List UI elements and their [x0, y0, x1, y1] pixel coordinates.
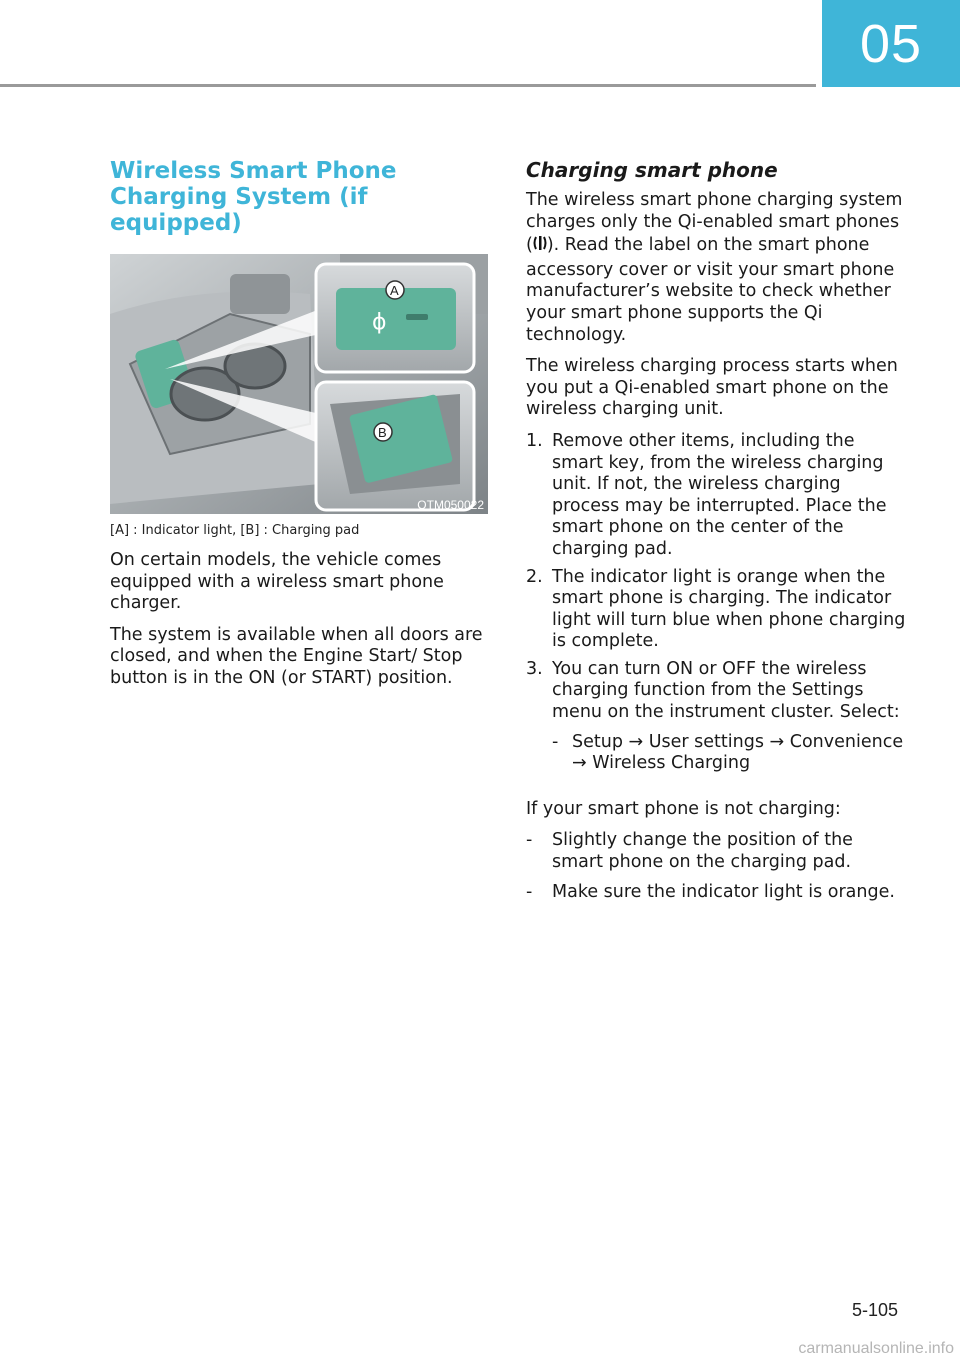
settings-path: - Setup → User settings → Convenience → Wireless Charging: [552, 731, 904, 774]
console-figure: [110, 254, 488, 514]
settings-path-list: [552, 732, 906, 775]
right-column: [526, 158, 906, 913]
step-item: 2. The indicator light is orange when the smart phone is charging. The indicator light will turn blue when phone charging is complete.: [526, 566, 906, 652]
paragraph-intro: On certain models, the vehicle comes equipped with a wireless smart phone charger.: [110, 550, 444, 614]
page-number: 5-105: [851, 1300, 898, 1320]
tips-list: [526, 830, 906, 903]
sub-title: Charging smart phone: [526, 158, 778, 182]
header-rule: [0, 84, 816, 87]
label-b: B: [378, 425, 387, 440]
figure-code: OTM050022: [417, 498, 484, 512]
paragraph-availability: The system is available when all doors are closed, and when the Engine Start/ Stop button is in the ON (or START) position.: [110, 624, 483, 688]
not-charging-intro: If your smart phone is not charging:: [526, 798, 841, 819]
figure-caption: [A] : Indicator light, [B] : Charging pad: [110, 523, 360, 538]
qi-icon: [533, 233, 547, 260]
watermark: carmanualsonline.info: [798, 1340, 954, 1357]
step-item: 1. Remove other items, including the smart key, from the wireless charging unit. If not, the wireless charging process may be interrupted. Place the smart phone on the center of the charging pad.: [526, 430, 887, 559]
chapter-number: 05: [859, 13, 923, 74]
console-illustration: [110, 254, 488, 514]
step-item: 3. You can turn ON or OFF the wireless charging function from the Settings menu on the instrument cluster. Select: - Setup → User settings → Convenience → Wireless Charging: [526, 659, 906, 775]
qi-text-after: ). Read the label on the smart phone accessory cover or visit your smart phone manufacturer’s website to check whether your smart phone supports the Qi technology.: [526, 235, 895, 345]
tip-item: - Slightly change the position of the smart phone on the charging pad.: [526, 830, 853, 873]
label-a: A: [390, 283, 399, 298]
tip-item: - Make sure the indicator light is orange.: [526, 881, 895, 902]
svg-text:ϕ: ϕ: [372, 310, 387, 335]
section-title: Wireless Smart Phone Charging System (if equipped): [110, 158, 397, 236]
qi-text-before: The wireless smart phone charging system charges only the Qi-enabled smart phones (: [526, 190, 903, 256]
steps-list: [526, 431, 906, 775]
paragraph-process: The wireless charging process starts when you put a Qi-enabled smart phone on the wireless charging unit.: [526, 356, 898, 420]
paragraph-qi: [526, 190, 906, 346]
left-column: [110, 158, 488, 700]
chapter-tab: [822, 0, 960, 87]
